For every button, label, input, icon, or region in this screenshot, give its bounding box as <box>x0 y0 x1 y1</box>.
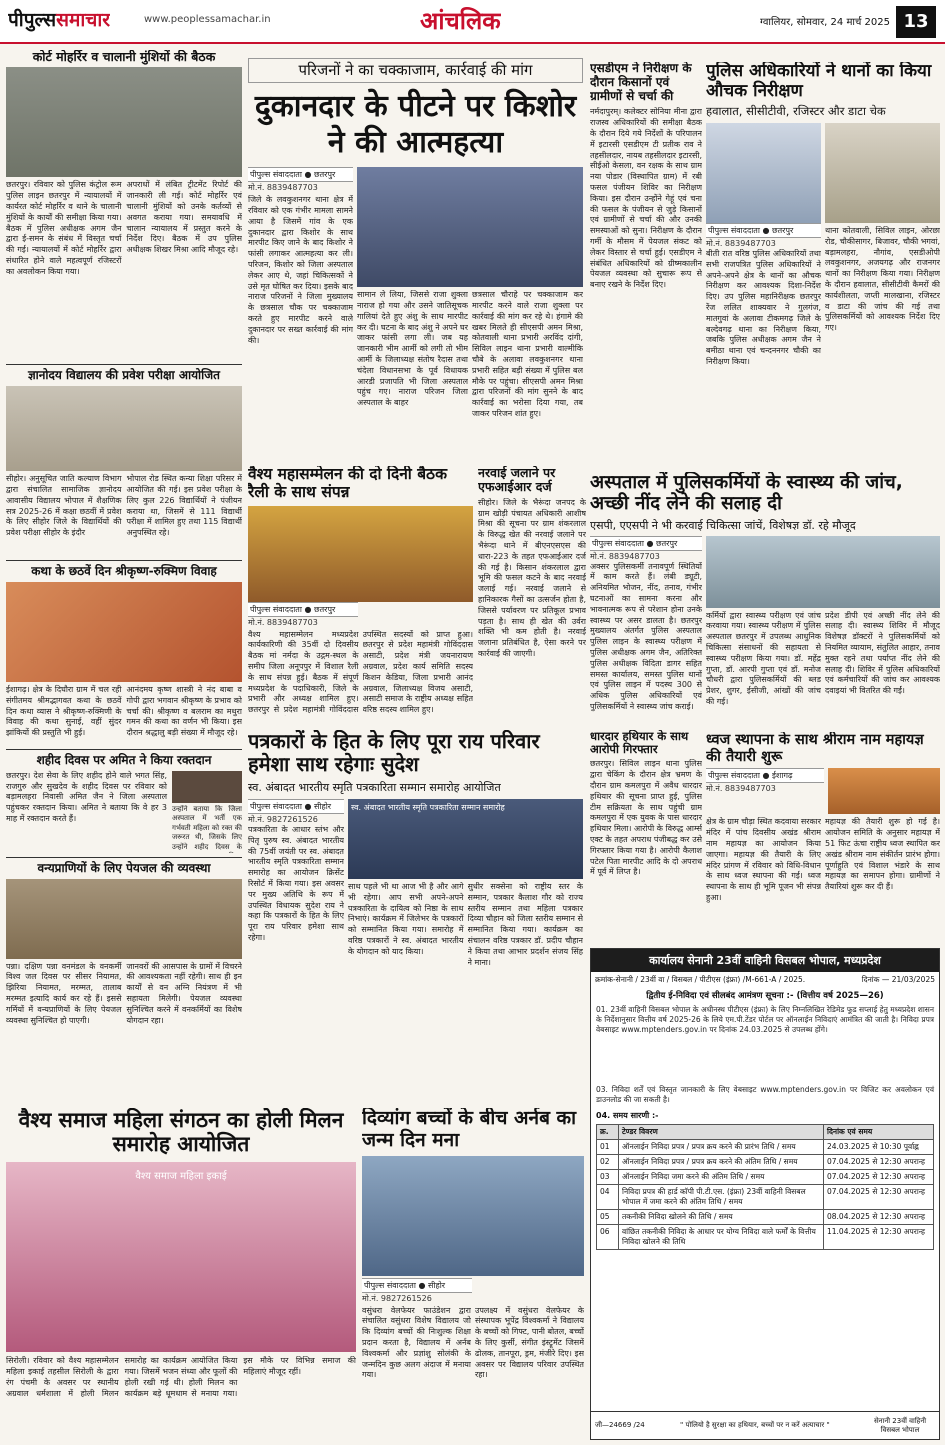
tender-footer-slogan: " पोलियो है सुरक्षा का हथियार, बच्चों पर न करें अत्याचार " <box>680 1421 830 1429</box>
police-inspection-text-col1: बीती रात वरिष्ठ पुलिस अधिकारियों तथा सभी राजपत्रित पुलिस अधिकारियों ने अपने-अपने क्षेत्र के थानों का औचक निरीक्षण कर आवश्यक दिशा-निर्देश दिए। उप पुलिस महानिरीक्षक छतरपुर रेंज ललित शाक्यवार ने गुलगंज, मातगुवां के अलावा टीकमगढ़ जिले के बल्देवगढ़ थाना का निरीक्षण किया, जबकि पुलिस अधीक्षक अगम जैन ने बमीठा थाना एवं चन्दननगर चौकी का निरीक्षण किया। <box>706 249 821 367</box>
police-inspection-story <box>706 62 940 454</box>
health-checkup-text-col3: प्रदेश डीपी एवं अच्छी नींद लेने की सलाह दी। स्वास्थ्य शिविर में मौजूद विशेषज्ञ डॉक्टरों ने पुलिसकर्मियों को नियमित व्यायाम, संतुलित आहार, तनाव मुक्त रहने तथा पर्याप्त नींद लेने की सलाह दी। शिविर में पुलिस अधिकारियों एवं कर्मचारियों की जांच कर आवश्यक दवाइयां भी वितरित की गईं। <box>825 610 940 696</box>
journalists-mobile: मो.नं. 9827261526 <box>248 815 318 824</box>
sdm-story <box>590 62 702 454</box>
table-row: 04 निविदा प्रपत्र की हार्ड कॉपी पी.टी.एस. (इंफ्रा) 23वीं वाहिनी विसबल भोपाल में जमा करने की अंतिम तिथि / समय 07.04.2025 से 12:30 अपरान्ह <box>597 1185 934 1210</box>
lead-mobile: मो.नं. 8839487703 <box>248 183 318 193</box>
blood-donation-headline: शहीद दिवस पर अमित ने किया रक्तदान <box>36 752 212 767</box>
col-sno: क्र. <box>597 1125 619 1140</box>
health-checkup-text-col2: कर्मियों द्वारा स्वास्थ्य परीक्षण एवं जांच करवाया गया। स्वास्थ्य परीक्षण में पुलिस अस्पताल छतरपुर में उपलब्ध आधुनिक चिकित्सा संसाधनों की सहायता से स्वास्थ्य परीक्षण किया गया। डॉ. महेंद्र गुप्ता, डॉ. आरपी गुप्ता एवं डॉ. मनोज चौधरी द्वारा पुलिसकर्मियों की ब्लड प्रेशर, शुगर, ईसीजी, आंखों की जांच की गई। <box>706 610 821 706</box>
health-checkup-subhead: एसपी, एएसपी ने भी करवाई चिकित्सा जांचें, विशेषज्ञ डॉ. रहे मौजूद <box>590 518 856 532</box>
lead-text-col1: जिले के लवकुशनगर थाना क्षेत्र में रविवार को एक गंभीर मामला सामने आया है जिसमें गांव के एक दुकानदार द्वारा किशोर के साथ मारपीट किए जाने के बाद किशोर ने फांसी लगाकर आत्महत्या कर ली। परिजन, किशोर को जिला अस्पताल लेकर आए थे, जहां चिकित्सकों ने उसे मृत घोषित कर दिया। इसके बाद नाराज परिजनों ने जिला मुख्यालय के छत्रसाल चौक पर चक्काजाम करते हुए मारपीट करने वाले दुकानदार पर सख्त कार्रवाई की मांग की। <box>248 195 353 345</box>
exam-headline: ज्ञानोदय विद्यालय की प्रवेश परीक्षा आयोजित <box>27 368 221 383</box>
exam-photo <box>6 386 242 471</box>
brand-logo: पीपुल्ससमाचार <box>8 9 111 31</box>
table-row: 05 तकनीकी निविदा खोलने की तिथि / समय 08.04.2025 से 12:30 अपरान्ह <box>597 1210 934 1225</box>
police-station-photo-1 <box>706 123 821 223</box>
police-station-photo-2 <box>825 123 940 223</box>
flag-ceremony-photo <box>828 768 940 814</box>
tender-ref: क्रमांक-सेनानी / 23वीं वा / विसबल / पीटीएस (इंफ्रा) /M-661-A / 2025. <box>595 975 806 984</box>
stubble-fir-headline: नरवाई जलाने पर एफआईआर दर्ज <box>478 466 556 495</box>
court-meeting-text-right: अपराधों में लंबित ट्रीटमेंट रिपोर्ट की जानकारी ली गई। कोर्ट मोहर्रिर एवं चालानी मुंशियों को उनके कर्तव्यों से अवगत कराया गया। समयावधि में चालान न्यायालय में प्रस्तुत करने के निर्देश दिए। बैठक में उप पुलिस अधीक्षक शिखर मिश्रा आदि मौजूद रहे। <box>126 180 242 255</box>
section-title: आंचलिक <box>420 7 501 35</box>
tender-notice <box>590 948 940 1440</box>
police-inspection-mobile: मो.नं. 8839487703 <box>706 239 776 249</box>
journalists-text-col1: पत्रकारिता के आधार स्तंभ और पितृ पुरुष स्व. अंबादत भारतीय की 75वीं जयंती पर स्व. अंबादत भारतीय स्मृति पत्रकारिता सम्मान समारोह का आयोजन क्रिसेंट रिसोर्ट में किया गया। इस अवसर पर मुख्य अतिथि के रूप में उपस्थित विधायक सुदेश राय ने कहा कि पत्रकारों के हित के लिए पूरा राय परिवार हमेशा साथ रहेगा। <box>248 825 344 942</box>
lead-text-col2: सामान ले लिया, जिससे राजा शुक्ला नाराज हो गया और उसने जातिसूचक गालियां देते हुए अंशु के साथ मारपीट कर दी। घटना के बाद अंशु ने अपने घर जाकर फांसी लगा ली। जब यह जानकारी भीम आर्मी को लगी तो भीम आर्मी के जिलाध्यक्ष संतोष रैदास तथा चंदेला विधानसभा के पूर्व विधायक आरडी प्रजापति भी जिला अस्पताल पहुंच गए। नाराज परिजन जिला अस्पताल के बाहर <box>357 290 468 408</box>
water-photo <box>6 879 242 959</box>
tender-date: दिनांक — 21/03/2025 <box>861 975 935 984</box>
birthday-headline: दिव्यांग बच्चों के बीच अर्नब का जन्म दिन मना <box>362 1108 577 1151</box>
court-meeting-photo <box>6 67 242 177</box>
vaishya-conference-story <box>248 466 473 716</box>
water-text-left: पन्ना। दक्षिण पन्ना वनमंडल के वनकर्मी विश्व जल दिवस पर सीसर नियामत, झिरिया नियामत, मरम्मत, तालाब मरम्मत इत्यादि कार्य कर रहे हैं। इससे गर्मियों में वन्यप्राणियों के लिए पेयजल व्यवस्था सुनिश्चित हो पाएगी। <box>6 961 122 1025</box>
health-checkup-mobile: मो.नं. 8839487703 <box>590 551 660 561</box>
blood-donation-text-left: छतरपुर। देश सेवा के लिए शहीद होने वाले भगत सिंह, राजगुरु और सुखदेव के शहीद दिवस पर रविवार को बड़ामलहरा निवासी अमित जैन ने जिला अस्पताल पहुंचकर रक्तदान किया। अमित ने बताया कि वे हर 3 माह में रक्तदान करते हैं। <box>6 770 167 823</box>
tender-notice-head: द्वितीय ई-निविदा एवं सीलबंद आमंत्रण सूचना :- (वित्तीय वर्ष 2025—26) <box>646 991 884 1001</box>
flag-ceremony-byline: पीपुल्स संवाददाता ● ईशागढ़ <box>706 768 824 783</box>
holi-meet-text: सिरोली। रविवार को वैश्य महासम्मेलन महिला इकाई तहसील सिरोली के द्वारा रंग पंचमी के अवसर पर स्थानीय अग्रवाल धर्मशाला में होली मिलन समारोह का कार्यक्रम आयोजित किया गया। जिसमें भजन संध्या और फूलों की होली रखी गई थी। होली मिलन का कार्यक्रम बड़े धूमधाम से मनाया गया। इस मौके पर विभिन्न समाज की महिलाएं मौजूद रहीं। <box>6 1356 356 1398</box>
katha-text-left: ईशागढ़। क्षेत्र के दिघौरा ग्राम में चल रही संगीतमय श्रीमद्भागवत कथा के छठवें दिन कथा व्यास ने श्रीकृष्ण-रुक्मिणी के विवाह की कथा सुनाई, वहीं सुंदर झांकियों की प्रस्तुति भी हुई। <box>6 684 122 738</box>
tender-table-head: 04. समय सारणी :- <box>596 1111 659 1121</box>
arrest-headline: धारदार हथियार के साथ आरोपी गिरफ्तार <box>590 730 689 757</box>
stubble-fir-text: सीहोर। जिले के भैरूंदा जनपद के ग्राम खोड़ी पंचायत अधिकारी आशीष मिश्रा की सूचना पर ग्राम शंकरलाल के विरुद्ध खेत की नरवाई जलाने पर भैरूंदा थाने में बीएनएसएस की धारा-223 के तहत एफआईआर दर्ज की गई है। किसान शंकरलाल द्वारा भूमि की फसल कटने के बाद नरवाई जलाई गई। नरवाई जलाने से हानिकारक गैसों का उत्सर्जन होता है, जिससे पर्यावरण पर प्रतिकूल प्रभाव पड़ता है। साथ ही खेत की उर्वरा शक्ति भी कम होती है। नरवाई जलाना प्रतिबंधित है, ऐसा करने पर कार्रवाई की जाएगी। <box>478 497 586 658</box>
page-number: 13 <box>896 6 936 38</box>
sdm-headline: एसडीएम ने निरीक्षण के दौरान किसानों एवं ग्रामीणों से चर्चा की <box>590 62 692 103</box>
journalists-subhead: स्व. अंबादत भारतीय स्मृति पत्रकारिता सम्मान समारोह आयोजित <box>248 781 501 794</box>
journalists-text-col3: सुधीर सक्सेना को राष्ट्रीय स्तर के सम्मान, पत्रकार कैलाश गौर को राज्य स्तरीय सम्मान तथा महिला पत्रकार दिव्या चौहान को जिला स्तरीय सम्मान से सम्मानित किया गया। कार्यक्रम का संचालन वरिष्ठ पत्रकार डॉ. प्रदीप चौहान ने किया तथा आभार प्रदर्शन संजय सिंह ने माना। <box>467 882 583 967</box>
police-inspection-byline: पीपुल्स संवाददाता ● छतरपुर <box>706 223 821 238</box>
stubble-fir-story <box>478 466 586 716</box>
police-inspection-headline: पुलिस अधिकारियों ने थानों का किया औचक निरीक्षण <box>706 62 932 101</box>
vaishya-conference-photo <box>248 506 473 602</box>
table-row: 03 ऑनलाईन निविदा जमा करने की अंतिम तिथि / समय 07.04.2025 से 12:30 अपरान्ह <box>597 1170 934 1185</box>
birthday-text-col1: वसुंधरा वेलफेयर फाउंडेशन द्वारा संचालित वसुंधरा विशेष विद्यालय जो कि दिव्यांग बच्चों की निःशुल्क शिक्षा प्रदान करता है, विद्यालय में अर्नब विश्वकर्मा और प्रज्ञांशु सोलंकी के जन्मदिन कुछ अलग अंदाज में मनाया गया। <box>362 1305 471 1380</box>
flag-ceremony-text-col1: क्षेत्र के ग्राम चौड़ा स्थित कदवाया सरकार मंदिर में पांच दिवसीय अखंड श्रीराम नाम महायज्ञ का आयोजन किया जाएगा। महायज्ञ की तैयारी के लिए मंदिर प्रांगण में रविवार को विधि-विधान के साथ ध्वज स्थापना की गई। ध्वज स्थापना के साथ ही भूमि पूजन भी संपन्न हुआ। <box>706 817 821 902</box>
journalists-photo <box>348 799 583 879</box>
col-date: दिनांक एवं समय <box>824 1125 934 1140</box>
vaishya-conference-mobile: मो.नं. 8839487703 <box>248 617 318 627</box>
court-meeting-text-left: छतरपुर। रविवार को पुलिस कंट्रोल रूम पुलिस लाइन छतरपुर में न्यायालयों में कार्यरत कोर्ट मोहर्रिर व थाने के चालानी मुंशियों के कार्यों की समीक्षा किया गया। बैठक में पुलिस अधीक्षक अगम जैन द्वारा ई-समन के संबंध में विस्तृत चर्चा की गई। न्यायालयों में कोर्ट मोहर्रिर द्वारा संधारित होने वाले महत्वपूर्ण रजिस्टरों का अवलोकन किया गया। <box>6 180 122 276</box>
water-headline: वन्यप्राणियों के लिए पेयजल की व्यवस्था <box>37 860 211 875</box>
table-row: 01 ऑनलाईन निविदा प्रपत्र / प्रपत्र क्रय करने की प्रारंभ तिथि / समय 24.03.2025 से 10:30 पूर्वाह्न <box>597 1140 934 1155</box>
lead-kicker: परिजनों ने का चक्काजाम, कार्रवाई की मांग <box>248 58 583 83</box>
tender-footer-code: जी—24669 /24 <box>595 1421 645 1429</box>
sdm-text: नर्मदापुरम्। कलेक्टर सोनिया मीना द्वारा राजस्व अधिकारियों की समीक्षा बैठक के दौरान दिये गये निर्देशों के परिपालन में इटारसी एसडीएम टी प्रतीक राव ने तहसीलदार, नायब तहसीलदार इटारसी, सीईओ केसला, वन रक्षक के साथ ग्राम नया पोडार (विस्थापित ग्राम) में रबी फसल पंजीयन शिविर का निरीक्षण किया। इस दौरान उन्होंने गेहूं एवं चना की फसल के पंजीयन से जुड़े किसानों एवं ग्रामीणों से चर्चा की और उनकी समस्याओं को सुना। निरीक्षण के दौरान गर्मी के मौसम में पेयजल संकट को लेकर विस्तार से चर्चा हुई। एसडीएम ने संबंधित अधिकारियों को ग्रीष्मकालीन पेयजल व्यवस्था को सुचारू रूप से बनाए रखने के निर्देश दिए। <box>590 107 702 290</box>
water-text-right: जानवरों की आसपास के ग्रामों में विचरने की आवश्यकता नहीं रहेगी। साथ ही इन कार्यों से वन अग्नि नियंत्रण में भी सहायता मिलेगी। पेयजल व्यवस्था सुनिश्चित करने में वनकर्मियों का विशेष योगदान रहा। <box>126 961 242 1025</box>
holi-meet-photo-text: वैश्य समाज महिला इकाई <box>135 1171 227 1183</box>
katha-photo <box>6 582 242 682</box>
vaishya-conference-headline: वैश्य महासम्मेलन की दो दिनी बैठक रैली के साथ संपन्न <box>248 466 447 501</box>
health-checkup-story <box>590 472 940 722</box>
police-inspection-text-col2: थाना कोतवाली, सिविल लाइन, ओरछा रोड, चौकीसागर, बिजावर, चौकी भगवां, बड़ामलहरा, नौगांव, एसडीओपी लवकुशनगर, अजयगढ़ और राजनगर थानों का निरीक्षण किया गया। निरीक्षण के दौरान हवालात, सीसीटीवी कैमरों की कार्यशीलता, जप्ती मालखाना, रजिस्टर व डाटा की जांच की गई तथा पुलिसकर्मियों को आवश्यक निर्देश दिए गए। <box>825 226 940 333</box>
tender-intro: 01. 23वीं वाहिनी विसबल भोपाल के अधीनस्थ पीटीएस (इंफ्रा) के लिए निम्नलिखित रेडिमेड फूड सप्लाई हेतु मध्यप्रदेश शासन के निर्देशानुसार वित्तीय वर्ष 2025-26 के लिये एम.पी.टेंडर पोर्टल पर ऑनलाईन निविदाएं आमंत्रित की जाती है। निविदा प्रपत्र वेबसाइट www.mptenders.gov.in पर दिनांक 24.03.2025 से उपलब्ध होंगे। <box>596 1005 934 1035</box>
flag-ceremony-text-col2: महायज्ञ की तैयारी शुरू हो गई है। आयोजन समिति के अनुसार महायज्ञ में 51 फिट ऊंचा राष्ट्रीय ध्वज स्थापित कर अखंड श्रीराम नाम संकीर्तन प्रारंभ होगा। पूर्णाहुति एवं विशाल भंडारे के साथ महायज्ञ का समापन होगा। ग्रामीणों ने तैयारियां शुरू कर दी हैं। <box>825 817 940 892</box>
left-column <box>6 50 242 1102</box>
blood-donor-photo <box>172 771 242 803</box>
birthday-text-col2: उपलक्ष्य में वसुंधरा वेलफेयर के संस्थापक भूपेंद्र विश्वकर्मा ने विद्यालय के बच्चों को गिफ्ट, पानी बोतल, बच्चों के लिए कुर्सी, संगीत इंस्ट्रूमेंट जिसमें ढोलक, तानपूरा, ड्रम, मंजीरे दिए। इस अवसर पर विद्यालय परिवार उपस्थित रहा। <box>475 1305 584 1380</box>
birthday-photo <box>362 1156 584 1276</box>
health-checkup-byline: पीपुल्स संवाददाता ● छतरपुर <box>590 536 702 551</box>
court-meeting-headline: कोर्ट मोहर्रिर व चालानी मुंशियों की बैठक <box>32 50 216 64</box>
vaishya-conference-text-col2: उपस्थित सदस्यों को प्राप्त हुआ। छतरपुर से प्रदेश महामंत्री गोविंददास असाटी, प्रदेश मंत्री जयनारायण अग्रवाल, प्रदेश कार्य समिति सदस्य किशन केडिया, जिला प्रभारी आनंद अग्रवाल, जिलाध्यक्ष विजय असाटी, असाटी समाज के राष्ट्रीय अध्यक्ष सहित वरिष्ठ सदस्य शामिल हुए। <box>362 629 473 715</box>
lead-headline: दुकानदार के पीटने पर किशोर ने की आत्महत्या <box>254 89 577 161</box>
holi-meet-headline: वैश्य समाज महिला संगठन का होली मिलन समारोह आयोजित <box>18 1108 344 1157</box>
arrest-text: छतरपुर। सिविल लाइन थाना पुलिस द्वारा चेकिंग के दौरान क्षेत्र भ्रमण के दौरान ग्राम कमलपुरा में अवैध धारदार हथियार की सूचना प्राप्त हुई, पुलिस टीम सक्रियता के साथ पहुंची ग्राम कमलपुरा में एक युवक के पास धारदार हथियार मिला। आरोपी के विरुद्ध आर्म्स एक्ट के तहत अपराध पंजीबद्ध कर उसे गिरफ्तार किया गया है। आरोपी कैलाश पटेल पिता मारपीट आदि के दो अपराध में पूर्व में लिप्त है। <box>590 759 702 877</box>
vaishya-conference-byline: पीपुल्स संवाददाता ● छतरपुर <box>248 602 358 617</box>
lead-story <box>248 58 583 453</box>
health-checkup-text-col1: अक्सर पुलिसकर्मी तनावपूर्ण स्थितियों में काम करते हैं। लंबी ड्यूटी, अनियमित भोजन, नींद, तनाव, गंभीर घटनाओं का सामना करना और भावनात्मक रूप से परेशान होना उनके स्वास्थ्य पर असर डालता है। छतरपुर मुख्यालय अंतर्गत पुलिस अस्पताल पुलिस लाइन के स्वास्थ्य परीक्षण में पुलिस अधीक्षक अगम जैन, अतिरिक्त पुलिस अधीक्षक विदिता डागर सहित समस्त कार्यालय, समस्त पुलिस थानों एवं पुलिस लाइन में पदस्थ 300 से अधिक पुलिस अधिकारियों एवं पुलिसकर्मियों ने स्वास्थ्य जांच कराई। <box>590 561 702 711</box>
table-row: 06 वांछित तकनीकी निविदा के आधार पर योग्य निविदा वाले फर्मों के वित्तीय निविदा खोलने की तिथि 11.04.2025 से 12:30 अपरान्ह <box>597 1225 934 1250</box>
exam-text-right: भोपाल रोड स्थित कन्या शिक्षा परिसर में आयोजित की गई। इस प्रवेश परीक्षा के लिए कुल 226 विद्यार्थियों ने पंजीयन कराया था, जिसमें से 111 विद्यार्थी परीक्षा में शामिल हुए तथा 115 विद्यार्थी अनुपस्थित रहे। <box>126 474 242 538</box>
vaishya-conference-text-col1: वैश्य महासम्मेलन मध्यप्रदेश कार्यकारिणी की 35वीं दो दिवसीय बैठक मां नर्मदा के उद्गम-स्थल के समीप जिला अनूपपुर में विशाल रैली के साथ संपन्न हुई। बैठक में संपूर्ण मध्यप्रदेश के पदाधिकारी, जिले के प्रभारी और अध्यक्ष शामिल हुए। छतरपुर से प्रदेश महामंत्री गोविंददास <box>248 629 359 715</box>
tender-site-line: 03. निविदा शर्तें एवं विस्तृत जानकारी के लिए वेबसाइट www.mptenders.gov.in पर विजिट कर अवलोकन एवं डाउनलोड की जा सकती है। <box>596 1085 934 1105</box>
journalists-text-col2: साथ पहले भी था आज भी है और आगे भी रहेगा। आप सभी अपने-अपने पत्रकारिता के दायित्व को निष्ठा के साथ निभाएं। कार्यक्रम में जिलेभर के पत्रकारों को सम्मानित किया गया। समारोह में वरिष्ठ पत्रकारों ने स्व. अंबादत भारतीय के योगदान को याद किया। <box>348 882 464 956</box>
birthday-byline: पीपुल्स संवाददाता ● सीहोर <box>362 1278 472 1293</box>
health-checkup-photo <box>706 536 940 608</box>
lead-photo <box>357 167 583 287</box>
holi-meet-story <box>6 1108 356 1440</box>
birthday-mobile: मो.नं. 9827261526 <box>362 1293 432 1303</box>
journalists-headline: पत्रकारों के हित के लिए पूरा राय परिवार हमेशा साथ रहेगाः सुदेश <box>248 730 540 776</box>
tender-footer-signatory: सेनानी 23वीं वाहिनी विसबल भोपाल <box>873 1416 927 1434</box>
website-url: www.peoplessamachar.in <box>144 14 271 25</box>
dateline: ग्वालियर, सोमवार, 24 मार्च 2025 <box>760 17 890 28</box>
masthead <box>0 0 945 44</box>
tender-schedule-table <box>596 1124 934 1250</box>
table-row: 02 ऑनलाईन निविदा प्रपत्र / प्रपत्र क्रय करने की अंतिम तिथि / समय 07.04.2025 से 12:30 अपरान्ह <box>597 1155 934 1170</box>
flag-ceremony-headline: ध्वज स्थापना के साथ श्रीराम नाम महायज्ञ की तैयारी शुरू <box>706 732 924 765</box>
col-stage: टेण्डर विवरण <box>619 1125 824 1140</box>
police-inspection-subhead: हवालात, सीसीटीवी, रजिस्टर और डाटा चेक <box>706 104 886 119</box>
flag-ceremony-story <box>706 732 940 942</box>
flag-ceremony-mobile: मो.नं. 8839487703 <box>706 784 776 794</box>
lead-text-col3: छत्रसाल चौराहे पर चक्काजाम कर मारपीट करने वाले राजा शुक्ला पर कार्रवाई की मांग कर रहे थे। हंगामे की खबर मिलते ही सीएसपी अमन मिश्रा, कोतवाली थाना प्रभारी अरविंद दांगी, सिविल लाइन थाना प्रभारी वाल्मीकि चौबे के अलावा लवकुशनगर थाना प्रभारी सहित बड़ी संख्या में पुलिस बल मौके पर पहुंचा। सीएसपी अमन मिश्रा द्वारा परिजनों की मांग सुनने के बाद कार्रवाई का भरोसा दिया गया, तब जाकर परिजन शांत हुए। <box>472 290 583 419</box>
health-checkup-headline: अस्पताल में पुलिसकर्मियों के स्वास्थ्य की जांच, अच्छी नींद लेने की सलाह दी <box>590 472 903 515</box>
blood-donation-text-right: उन्होंने बताया कि जिला अस्पताल में भर्ती एक गर्भवती महिला को रक्त की जरूरत थी, जिसके लिए उन्होंने शहीद दिवस के <box>172 804 242 851</box>
exam-text-left: सीहोर। अनुसूचित जाति कल्याण विभाग द्वारा संचालित सामाजिक ज्ञानोदय आवासीय विद्यालय भोपाल में शैक्षणिक सत्र 2025-26 में कक्षा छठवीं में प्रवेश के लिए सीहोर जिले के विद्यार्थियों की प्रवेश परीक्षा सीहोर के इंदौर <box>6 474 122 538</box>
lead-byline: पीपुल्स संवाददाता ● छतरपुर <box>248 167 353 182</box>
journalists-story <box>248 730 583 1020</box>
katha-headline: कथा के छठवें दिन श्रीकृष्ण-रुक्मिण विवाह <box>31 564 217 579</box>
katha-text-right: आनंदमय कृष्ण शास्त्री ने नंद बाबा व गोपी द्वारा भगवान श्रीकृष्ण के प्रभाव को चर्चा की। श्रीकृष्ण व बलराम का मथुरा गमन की कथा का वर्णन भी किया। इस दौरान श्रद्धालु बड़ी संख्या में मौजूद रहे। <box>126 684 242 738</box>
journalists-photo-caption: स्व. अंबादत भारतीय स्मृति पत्रकारिता सम्मान समारोह <box>351 803 505 812</box>
journalists-byline: पीपुल्स संवाददाता ● सीहोर <box>248 799 344 814</box>
tender-title: कार्यालय सेनानी 23वीं वाहिनी विसबल भोपाल, मध्यप्रदेश <box>591 949 939 972</box>
birthday-story <box>362 1108 584 1440</box>
holi-meet-photo <box>6 1162 356 1352</box>
